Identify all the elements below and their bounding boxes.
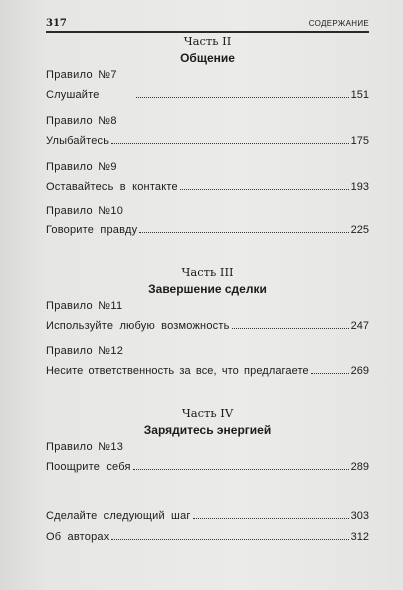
entry-page: 303	[350, 510, 369, 522]
entry-title: Поощрите себя	[46, 461, 131, 473]
rule-label: Правило №10	[46, 205, 124, 217]
part-label: Часть IV	[181, 406, 234, 420]
dot-leader	[193, 518, 349, 519]
page-header	[46, 17, 369, 33]
entry-page: 312	[350, 531, 369, 543]
part-3-heading	[46, 265, 369, 297]
entry-page: 247	[350, 320, 369, 332]
dot-leader	[232, 328, 349, 329]
part-2-heading	[46, 34, 369, 66]
entry-title: Оставайтесь в контакте	[46, 181, 178, 193]
toc-entry[interactable]	[46, 508, 369, 522]
part-title: Общение	[180, 51, 235, 65]
entry-page: 175	[350, 135, 369, 147]
entry-title: Несите ответственность за все, что предлагаете	[46, 365, 309, 377]
part-label: Часть II	[183, 34, 232, 48]
entry-title: Слушайте	[46, 89, 100, 101]
toc-entry[interactable]	[46, 87, 369, 101]
entry-page: 225	[350, 224, 369, 236]
toc-entry[interactable]	[46, 459, 369, 473]
rule-label: Правило №13	[46, 441, 124, 453]
rule-label: Правило №9	[46, 161, 117, 173]
dot-leader	[111, 539, 348, 540]
entry-page: 269	[350, 365, 369, 377]
rule-label: Правило №11	[46, 300, 123, 312]
toc-entry[interactable]	[46, 529, 369, 543]
rule-label: Правило №12	[46, 345, 124, 357]
dot-leader	[111, 143, 348, 144]
part-label: Часть III	[181, 265, 234, 279]
part-title: Завершение сделки	[148, 282, 267, 296]
rule-label: Правило №7	[46, 69, 117, 81]
dot-leader	[136, 97, 349, 98]
entry-title: Об авторах	[46, 531, 110, 543]
dot-leader	[180, 189, 349, 190]
part-4-heading	[46, 406, 369, 438]
dot-leader	[139, 232, 348, 233]
running-head: СОДЕРЖАНИЕ	[308, 19, 369, 28]
entry-title: Улыбайтесь	[46, 135, 110, 147]
toc-entry[interactable]	[46, 363, 369, 377]
toc-entry[interactable]	[46, 133, 369, 147]
toc-entry[interactable]	[46, 318, 369, 332]
entry-page: 289	[350, 461, 369, 473]
dot-leader	[133, 469, 349, 470]
dot-leader	[311, 373, 349, 374]
rule-label: Правило №8	[46, 115, 117, 127]
page-number: 317	[46, 18, 67, 29]
entry-title: Используйте любую возможность	[46, 320, 230, 332]
toc-entry[interactable]	[46, 179, 369, 193]
entry-title: Говорите правду	[46, 224, 138, 236]
part-title: Зарядитесь энергией	[143, 423, 272, 437]
entry-page: 193	[350, 181, 369, 193]
entry-title: Сделайте следующий шаг	[46, 510, 191, 522]
entry-page: 151	[350, 89, 369, 101]
toc-entry[interactable]	[46, 222, 369, 236]
